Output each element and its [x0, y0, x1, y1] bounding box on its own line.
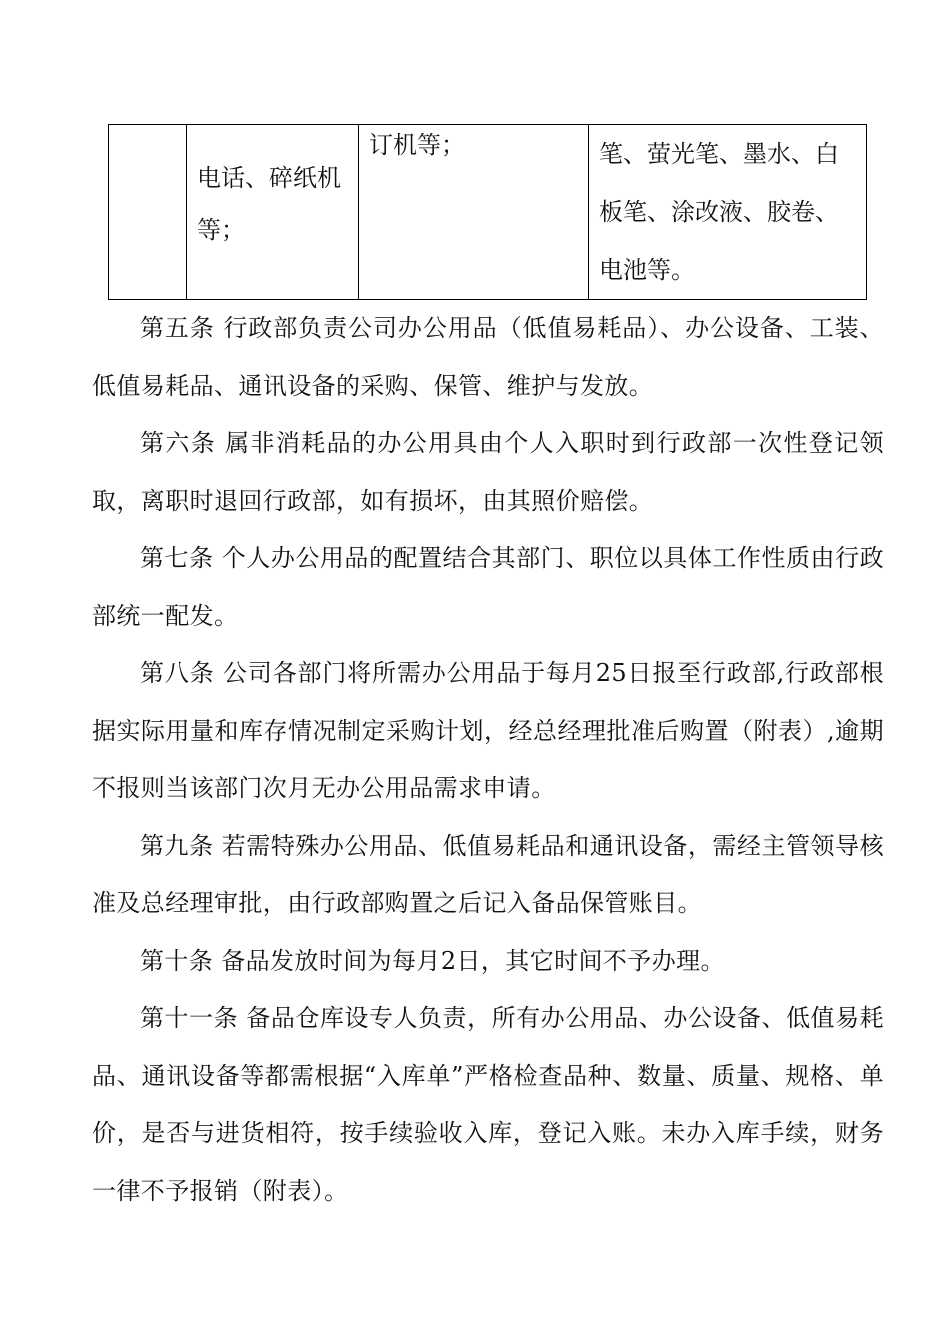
cell-text: 订机等； [369, 131, 465, 159]
article-11: 第十一条 备品仓库设专人负责，所有办公用品、办公设备、低值易耗品、通讯设备等都需根据“入库单”严格检查品种、数量、质量、规格、单价，是否与进货相符，按手续验收入库，登记入账。未办入库手续，财务一律不予报销（附表）。 [92, 1004, 884, 1205]
supplies-table-fragment [108, 124, 866, 300]
article-6: 第六条 属非消耗品的办公用具由个人入职时到行政部一次性登记领取，离职时退回行政部，如有损坏，由其照价赔偿。 [92, 429, 884, 515]
cell-text: 电话、碎纸机等； [197, 164, 341, 244]
table-cell-category [109, 125, 187, 300]
table-cell-equipment [187, 125, 359, 300]
article-8: 第八条 公司各部门将所需办公用品于每月25日报至行政部,行政部根据实际用量和库存情况制定采购计划，经总经理批准后购置（附表）,逾期不报则当该部门次月无办公用品需求申请。 [92, 659, 884, 802]
table-row [109, 125, 867, 300]
article-7: 第七条 个人办公用品的配置结合其部门、职位以具体工作性质由行政部统一配发。 [92, 544, 884, 630]
article-5: 第五条 行政部负责公司办公用品（低值易耗品）、办公设备、工装、低值易耗品、通讯设备的采购、保管、维护与发放。 [92, 314, 884, 400]
supplies-table [108, 124, 867, 300]
cell-text: 笔、萤光笔、墨水、白板笔、涂改液、胶卷、电池等。 [599, 140, 839, 284]
article-10: 第十条 备品发放时间为每月2日，其它时间不予办理。 [140, 946, 725, 975]
table-cell-consumables [589, 125, 867, 300]
article-9: 第九条 若需特殊办公用品、低值易耗品和通讯设备，需经主管领导核准及总经理审批，由行政部购置之后记入备品保管账目。 [92, 831, 884, 917]
table-cell-devices [359, 125, 589, 300]
regulation-body [92, 300, 884, 1220]
